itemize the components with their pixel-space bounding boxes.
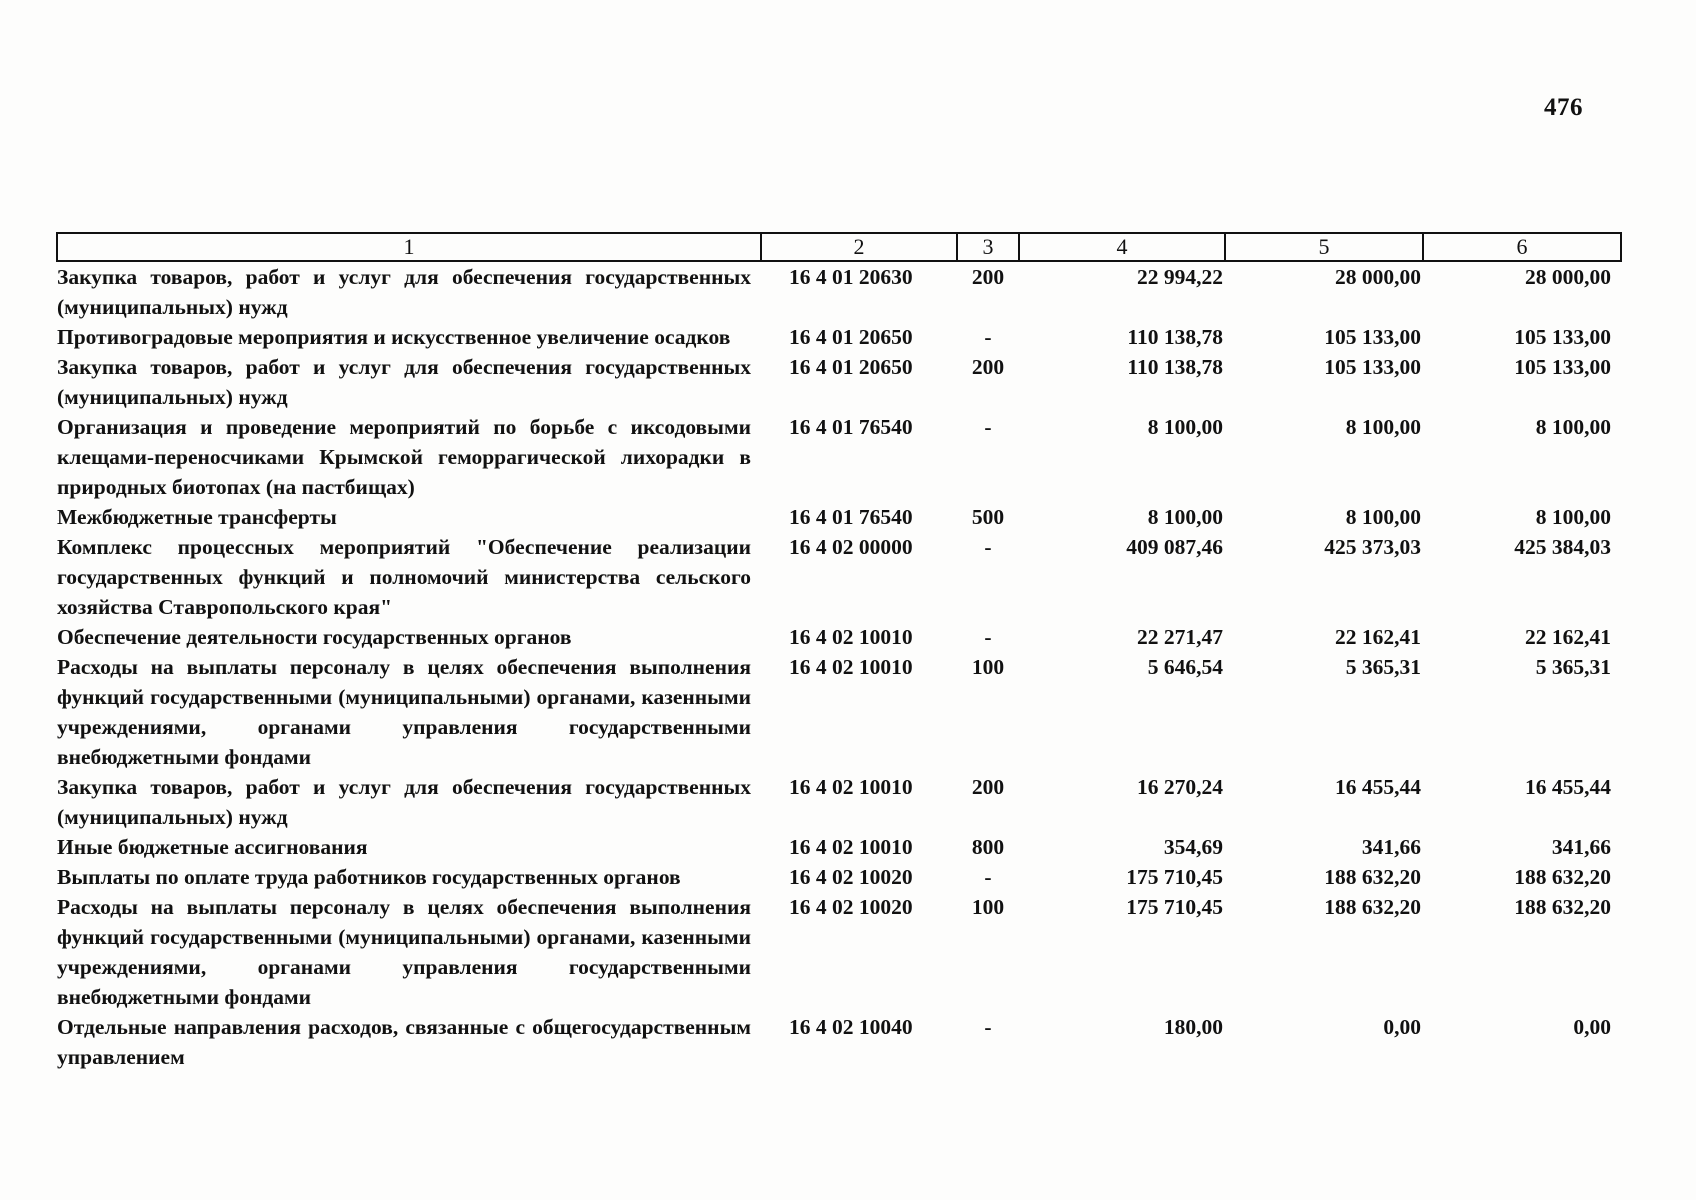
cell-expense-type: - (984, 415, 992, 439)
cell-expense-type: 500 (971, 505, 1005, 529)
table-row (57, 1012, 1621, 1072)
cell-name: Закупка товаров, работ и услуг для обеспечения государственных (муниципальных) нужд (57, 355, 751, 409)
cell-amount-col4: 409 087,46 (1126, 535, 1223, 559)
column-header-5: 5 (1225, 233, 1423, 261)
cell-amount-col5: 28 000,00 (1335, 265, 1421, 289)
cell-expense-type: 200 (971, 265, 1005, 289)
cell-amount-col6: 341,66 (1551, 835, 1611, 859)
table-row (57, 532, 1621, 622)
cell-code: 16 4 02 10010 (789, 655, 913, 679)
cell-amount-col4: 8 100,00 (1147, 415, 1223, 439)
cell-code: 16 4 02 00000 (789, 535, 913, 559)
cell-amount-col4: 22 994,22 (1137, 265, 1223, 289)
cell-amount-col4: 175 710,45 (1126, 895, 1223, 919)
cell-name: Отдельные направления расходов, связанные с общегосударственным управлением (57, 1015, 751, 1069)
cell-code: 16 4 01 76540 (789, 415, 913, 439)
cell-amount-col4: 22 271,47 (1137, 625, 1223, 649)
cell-expense-type: 100 (971, 655, 1005, 679)
cell-expense-type: 800 (971, 835, 1005, 859)
cell-name: Выплаты по оплате труда работников государственных органов (57, 865, 681, 889)
cell-amount-col4: 180,00 (1163, 1015, 1223, 1039)
cell-amount-col6: 105 133,00 (1514, 355, 1611, 379)
table-header (57, 233, 1621, 261)
cell-code: 16 4 01 20650 (789, 325, 913, 349)
column-header-4: 4 (1019, 233, 1225, 261)
column-header-3: 3 (957, 233, 1019, 261)
budget-table (56, 232, 1622, 1072)
cell-amount-col6: 425 384,03 (1514, 535, 1611, 559)
cell-amount-col6: 5 365,31 (1535, 655, 1611, 679)
table-row (57, 862, 1621, 892)
cell-amount-col5: 22 162,41 (1335, 625, 1421, 649)
cell-code: 16 4 02 10010 (789, 625, 913, 649)
column-header-1: 1 (57, 233, 761, 261)
cell-name: Комплекс процессных мероприятий "Обеспечение реализации государственных функций и полномочий министерства сельского хозяйства Ставропольского края" (57, 535, 751, 619)
table-body (57, 261, 1621, 1072)
cell-amount-col4: 110 138,78 (1127, 355, 1223, 379)
cell-expense-type: - (984, 325, 992, 349)
cell-code: 16 4 02 10020 (789, 895, 913, 919)
cell-name: Организация и проведение мероприятий по борьбе с иксодовыми клещами-переносчиками Крымской геморрагической лихорадки в природных биотопах (на пастбищах) (57, 415, 751, 499)
cell-amount-col5: 105 133,00 (1324, 355, 1421, 379)
column-header-6: 6 (1423, 233, 1621, 261)
cell-code: 16 4 02 10020 (789, 865, 913, 889)
cell-amount-col6: 28 000,00 (1525, 265, 1611, 289)
cell-amount-col5: 0,00 (1383, 1015, 1421, 1039)
cell-amount-col6: 8 100,00 (1535, 505, 1611, 529)
cell-amount-col5: 341,66 (1361, 835, 1421, 859)
table-row (57, 832, 1621, 862)
cell-amount-col5: 16 455,44 (1335, 775, 1421, 799)
table-row (57, 772, 1621, 832)
table-row (57, 352, 1621, 412)
table-row (57, 892, 1621, 1012)
table-row (57, 261, 1621, 322)
cell-amount-col5: 5 365,31 (1345, 655, 1421, 679)
cell-expense-type: 200 (971, 775, 1005, 799)
page-number: 476 (1544, 94, 1583, 121)
table-row (57, 412, 1621, 502)
cell-code: 16 4 02 10040 (789, 1015, 913, 1039)
cell-amount-col5: 105 133,00 (1324, 325, 1421, 349)
table-row (57, 502, 1621, 532)
cell-code: 16 4 01 20650 (789, 355, 913, 379)
column-header-2: 2 (761, 233, 957, 261)
cell-code: 16 4 01 76540 (789, 505, 913, 529)
cell-name: Межбюджетные трансферты (57, 505, 337, 529)
table-row (57, 322, 1621, 352)
cell-name: Расходы на выплаты персоналу в целях обеспечения выполнения функций государственными (муниципальными) органами, казенными учреждениями, органами управления государственными внебюджетными фондами (57, 655, 751, 769)
cell-amount-col6: 16 455,44 (1525, 775, 1611, 799)
cell-name: Обеспечение деятельности государственных органов (57, 625, 572, 649)
cell-amount-col6: 0,00 (1573, 1015, 1611, 1039)
cell-expense-type: - (984, 625, 992, 649)
cell-code: 16 4 02 10010 (789, 775, 913, 799)
cell-name: Противоградовые мероприятия и искусственное увеличение осадков (57, 325, 731, 349)
cell-amount-col6: 105 133,00 (1514, 325, 1611, 349)
cell-amount-col5: 8 100,00 (1345, 415, 1421, 439)
cell-amount-col5: 188 632,20 (1324, 895, 1421, 919)
cell-amount-col4: 354,69 (1163, 835, 1223, 859)
cell-amount-col5: 8 100,00 (1345, 505, 1421, 529)
cell-amount-col6: 188 632,20 (1514, 865, 1611, 889)
cell-expense-type: - (984, 535, 992, 559)
cell-code: 16 4 01 20630 (789, 265, 913, 289)
cell-amount-col6: 22 162,41 (1525, 625, 1611, 649)
cell-code: 16 4 02 10010 (789, 835, 913, 859)
cell-amount-col4: 5 646,54 (1147, 655, 1223, 679)
cell-expense-type: 200 (971, 355, 1005, 379)
cell-name: Расходы на выплаты персоналу в целях обеспечения выполнения функций государственными (муниципальными) органами, казенными учреждениями, органами управления государственными внебюджетными фондами (57, 895, 751, 1009)
cell-amount-col4: 16 270,24 (1137, 775, 1223, 799)
cell-name: Закупка товаров, работ и услуг для обеспечения государственных (муниципальных) нужд (57, 265, 751, 319)
cell-amount-col5: 425 373,03 (1324, 535, 1421, 559)
cell-name: Иные бюджетные ассигнования (57, 835, 368, 859)
cell-amount-col4: 110 138,78 (1127, 325, 1223, 349)
cell-expense-type: - (984, 1015, 992, 1039)
cell-amount-col4: 8 100,00 (1147, 505, 1223, 529)
cell-expense-type: 100 (971, 895, 1005, 919)
cell-amount-col5: 188 632,20 (1324, 865, 1421, 889)
cell-expense-type: - (984, 865, 992, 889)
cell-amount-col6: 8 100,00 (1535, 415, 1611, 439)
table-row (57, 652, 1621, 772)
cell-amount-col4: 175 710,45 (1126, 865, 1223, 889)
cell-name: Закупка товаров, работ и услуг для обеспечения государственных (муниципальных) нужд (57, 775, 751, 829)
table-row (57, 622, 1621, 652)
cell-amount-col6: 188 632,20 (1514, 895, 1611, 919)
